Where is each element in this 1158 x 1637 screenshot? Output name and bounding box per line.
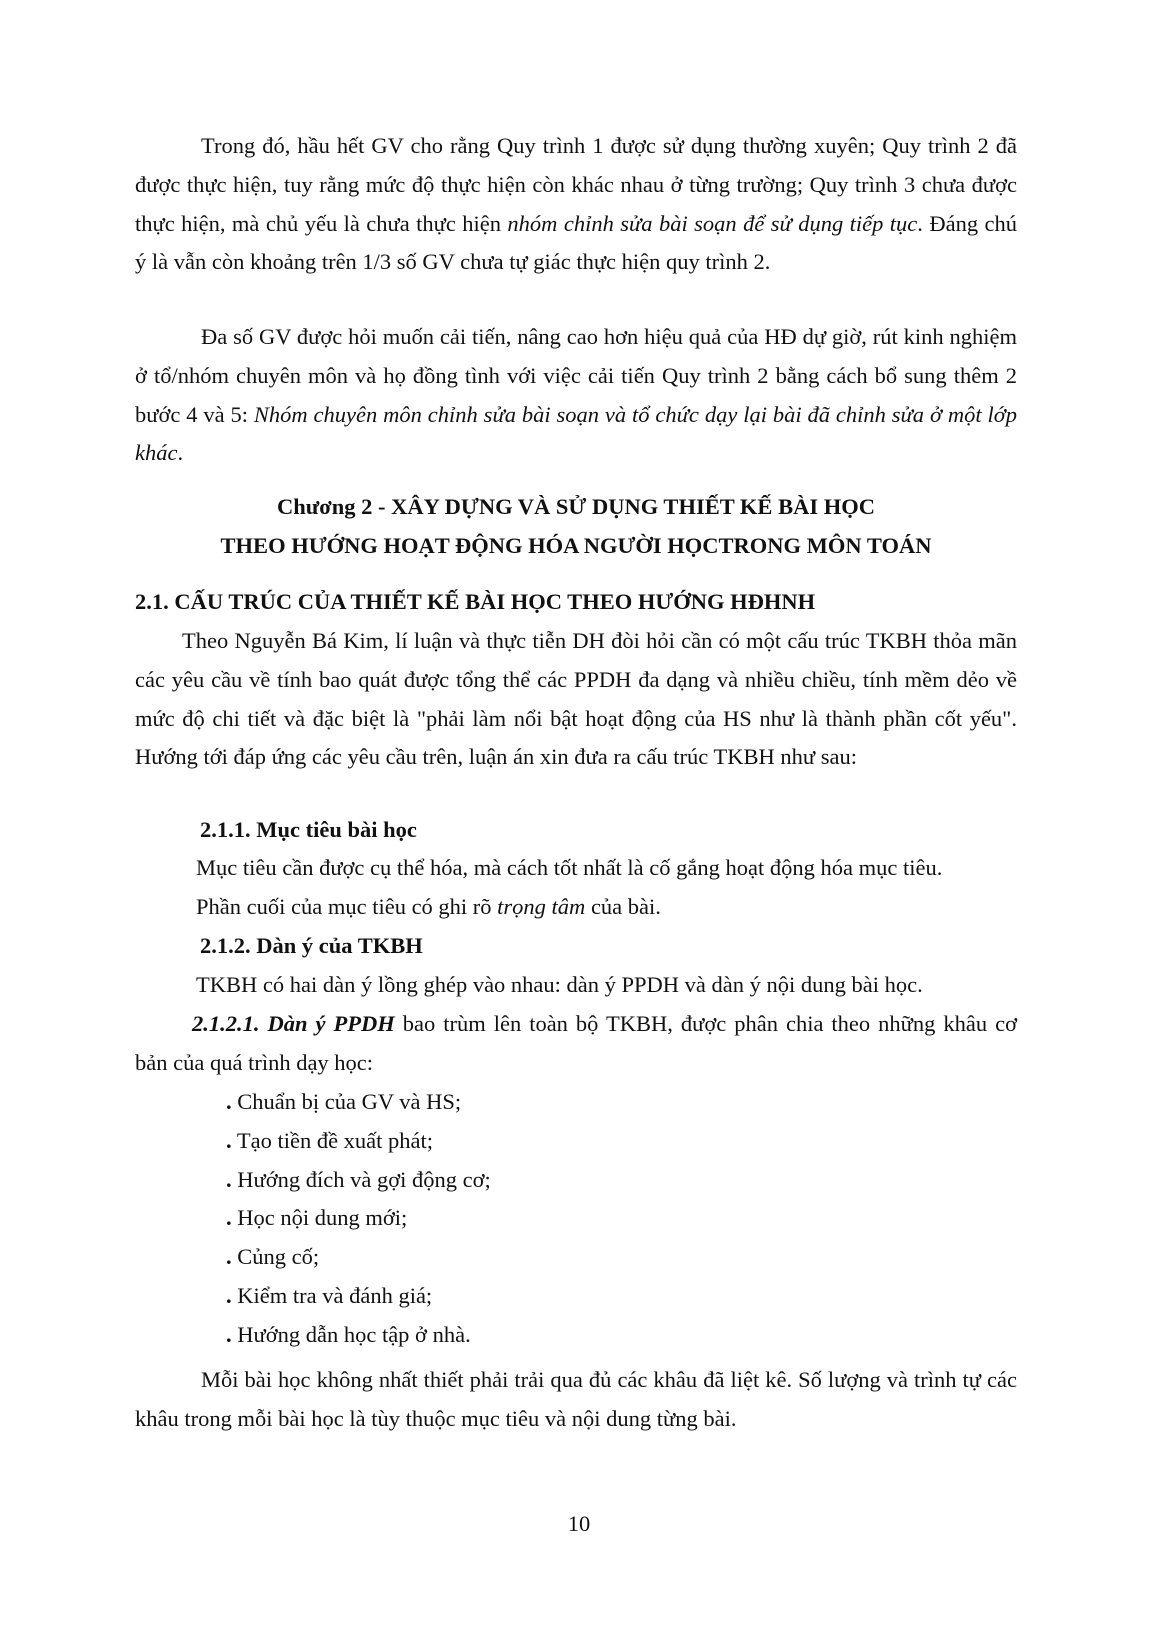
list-item-text: Tạo tiền đề xuất phát; xyxy=(236,1127,434,1153)
paragraph-text: bao trùm lên toàn bộ TKBH, được phân chia theo những khâu cơ bản của quá trình dạy học: xyxy=(135,1011,1017,1075)
list-bullet: . xyxy=(226,1244,232,1270)
page-number: 10 xyxy=(567,1511,591,1536)
paragraph-italic-text: nhóm chỉnh sửa bài soạn để sử dụng tiếp tục xyxy=(507,210,918,236)
list-item xyxy=(226,1316,1108,1355)
paragraph-text: Theo Nguyễn Bá Kim, lí luận và thực tiễn DH đòi hỏi cần có một cấu trúc TKBH thỏa mãn các yêu cầu về tính bao quát được tổng thể các PPDH đa dạng và nhiều chiều, tính mềm dẻo về mức độ chi tiết và đặc biệt là "phải làm nổi bật hoạt động của HS như là thành phần cốt yếu". Hướng tới đáp ứng các yêu cầu trên, luận án xin đưa ra cấu trúc TKBH như sau: xyxy=(135,628,1017,770)
list-item xyxy=(226,1161,1108,1200)
paragraph-text: của bài. xyxy=(585,894,661,919)
list-item-text: Học nội dung mới; xyxy=(237,1205,408,1231)
list-item-text: Kiểm tra và đánh giá; xyxy=(237,1282,433,1308)
subsection-heading-2-1-2-1: 2.1.2.1. Dàn ý PPDH xyxy=(192,1011,395,1036)
list-item xyxy=(226,1238,1108,1277)
list-bullet: . xyxy=(226,1127,232,1153)
paragraph-text: Trong đó, hầu hết GV cho rằng Quy trình 1 được sử dụng thường xuyên; Quy trình 2 đã được thực hiện, tuy rằng mức độ thực hiện còn khác nhau ở từng trường; Quy trình 3 chưa được thực hiện, mà chủ yếu là chưa thực hiện xyxy=(135,133,1017,236)
paragraph-stages-note xyxy=(135,1361,1017,1439)
list-item xyxy=(226,1199,1108,1238)
paragraph-text: Mỗi bài học không nhất thiết phải trải qua đủ các khâu đã liệt kê. Số lượng và trình tự các khâu trong mỗi bài học là tùy thuộc mục tiêu và nội dung từng bài. xyxy=(135,1367,1017,1431)
paragraph-procedure-summary xyxy=(135,127,1017,282)
list-item-text: Hướng dẫn học tập ở nhà. xyxy=(237,1321,471,1347)
paragraph-two-outlines: TKBH có hai dàn ý lồng ghép vào nhau: dàn ý PPDH và dàn ý nội dung bài học. xyxy=(196,972,923,997)
list-bullet: . xyxy=(226,1321,232,1347)
paragraph-italic-text: trọng tâm xyxy=(497,894,586,919)
list-item xyxy=(226,1122,1108,1161)
paragraph-teacher-opinion xyxy=(135,318,1017,473)
list-bullet: . xyxy=(226,1282,232,1308)
section-heading-2-1-2: 2.1.2. Dàn ý của TKBH xyxy=(200,933,423,958)
section-heading-2-1: 2.1. CẤU TRÚC CỦA THIẾT KẾ BÀI HỌC THEO HƯỚNG HĐHNH xyxy=(135,589,816,614)
chapter-title-line-2: THEO HƯỚNG HOẠT ĐỘNG HÓA NGƯỜI HỌCTRONG MÔN TOÁN xyxy=(220,533,932,558)
paragraph-objective-focus xyxy=(196,888,1078,927)
list-bullet: . xyxy=(226,1089,232,1114)
list-bullet: . xyxy=(226,1166,232,1192)
paragraph-italic-text: Nhóm chuyên môn chỉnh sửa bài soạn và tổ chức dạy lại bài đã chỉnh sửa ở một lớp khác xyxy=(135,401,1017,466)
paragraph-text: Phần cuối của mục tiêu có ghi rõ xyxy=(196,894,498,919)
list-item xyxy=(226,1277,1108,1316)
paragraph-lesson-structure xyxy=(135,622,1017,777)
list-item-text: Chuẩn bị của GV và HS; xyxy=(237,1089,462,1114)
list-bullet: . xyxy=(226,1205,232,1231)
paragraph-text: Đa số GV được hỏi muốn cải tiến, nâng cao hơn hiệu quả của HĐ dự giờ, rút kinh nghiệm ở tổ/nhóm chuyên môn và họ đồng tình với việc cải tiến Quy trình 2 bằng cách bổ sung thêm 2 bước 4 và 5: xyxy=(135,324,1017,427)
section-heading-2-1-1: 2.1.1. Mục tiêu bài học xyxy=(200,817,417,842)
paragraph-text: . Đáng chú ý là vẫn còn khoảng trên 1/3 số GV chưa tự giác thực hiện quy trình 2. xyxy=(135,210,1017,275)
paragraph-text: . xyxy=(177,440,184,466)
paragraph-ppdh-outline xyxy=(135,1005,1017,1083)
paragraph-objective-concretize: Mục tiêu cần được cụ thể hóa, mà cách tốt nhất là cố gắng hoạt động hóa mục tiêu. xyxy=(196,855,943,880)
teaching-stages-list xyxy=(226,1083,1108,1355)
list-item xyxy=(226,1083,1108,1122)
chapter-title-line-1: Chương 2 - XÂY DỰNG VÀ SỬ DỤNG THIẾT KẾ BÀI HỌC xyxy=(277,494,875,519)
list-item-text: Hướng đích và gợi động cơ; xyxy=(237,1166,491,1192)
list-item-text: Củng cố; xyxy=(237,1244,320,1270)
